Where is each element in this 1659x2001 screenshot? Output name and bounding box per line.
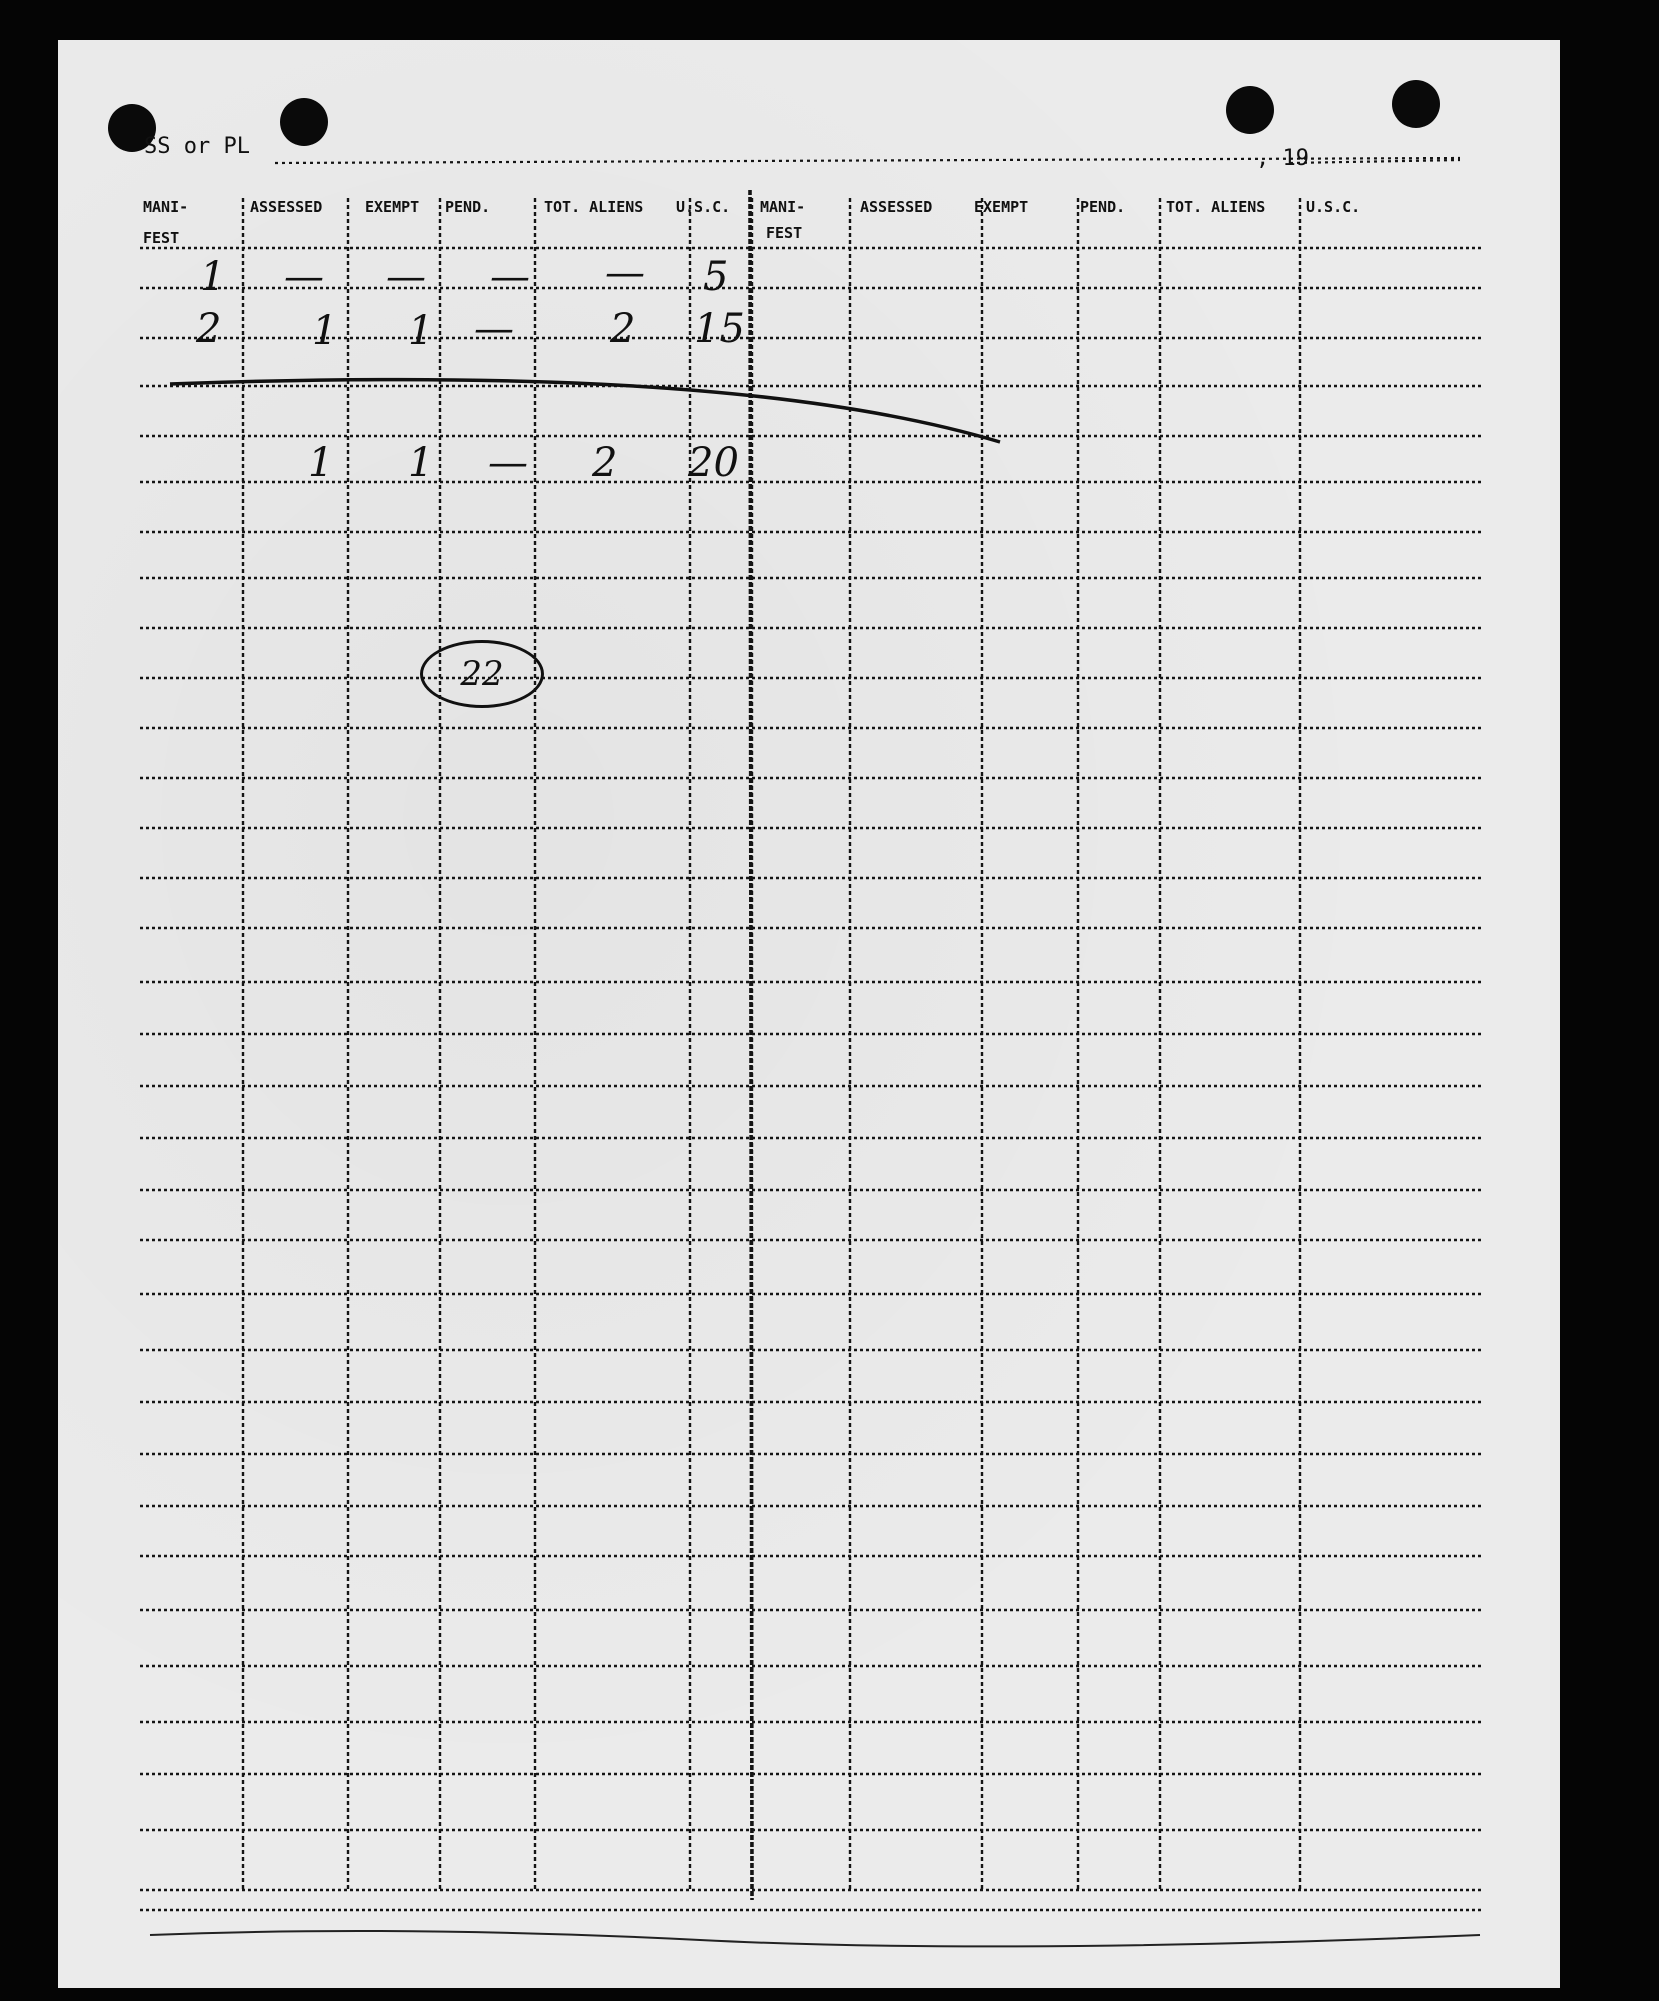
total-tot-aliens: 2 — [592, 440, 618, 486]
year-label: , 19 — [1256, 146, 1309, 171]
total-exempt: 1 — [408, 440, 434, 486]
row2-pend: — — [474, 306, 514, 352]
punch-hole-icon — [1392, 80, 1440, 128]
form-sheet — [58, 40, 1560, 1988]
ledger-grid — [58, 40, 1560, 1988]
header-usc-right: U.S.C. — [1306, 198, 1361, 216]
total-pend: — — [488, 440, 528, 486]
header-tot-aliens-right: TOT. ALIENS — [1166, 198, 1266, 216]
header-assessed-left: ASSESSED — [250, 198, 323, 216]
bottom-edge-line — [150, 1931, 1480, 1946]
circled-total — [420, 640, 544, 708]
row2-manifest: 2 — [196, 306, 222, 352]
row1-tot-aliens: — — [605, 250, 645, 296]
header-pend-left: PEND. — [445, 198, 491, 216]
header-pend-right: PEND. — [1080, 198, 1126, 216]
header-exempt-left: EXEMPT — [365, 198, 420, 216]
header-usc-left: U.S.C. — [676, 198, 731, 216]
row2-usc: 15 — [694, 306, 745, 352]
header-manifest-right-2: FEST — [766, 224, 803, 242]
header-manifest-left: MANI- — [143, 198, 189, 216]
circled-total-value: 22 — [460, 654, 504, 694]
header-tot-aliens-left: TOT. ALIENS — [544, 198, 644, 216]
half-divider — [750, 190, 752, 1900]
row2-tot-aliens: 2 — [610, 306, 636, 352]
row1-usc: 5 — [703, 254, 729, 300]
ship-label: SS or PL — [144, 134, 250, 159]
row1-pend: — — [490, 254, 530, 300]
row1-assessed: — — [284, 254, 324, 300]
header-exempt-right: EXEMPT — [974, 198, 1029, 216]
header-assessed-right: ASSESSED — [860, 198, 933, 216]
total-usc: 20 — [688, 440, 739, 486]
total-assessed: 1 — [308, 440, 334, 486]
punch-hole-icon — [280, 98, 328, 146]
strike-line — [170, 380, 1000, 442]
header-manifest-right: MANI- — [760, 198, 806, 216]
row1-manifest: 1 — [200, 254, 226, 300]
row2-assessed: 1 — [312, 308, 338, 354]
row2-exempt: 1 — [408, 308, 434, 354]
header-dotted-line — [1290, 160, 1460, 163]
row1-exempt: — — [386, 254, 426, 300]
punch-hole-icon — [1226, 86, 1274, 134]
header-manifest-left-2: FEST — [143, 229, 180, 247]
